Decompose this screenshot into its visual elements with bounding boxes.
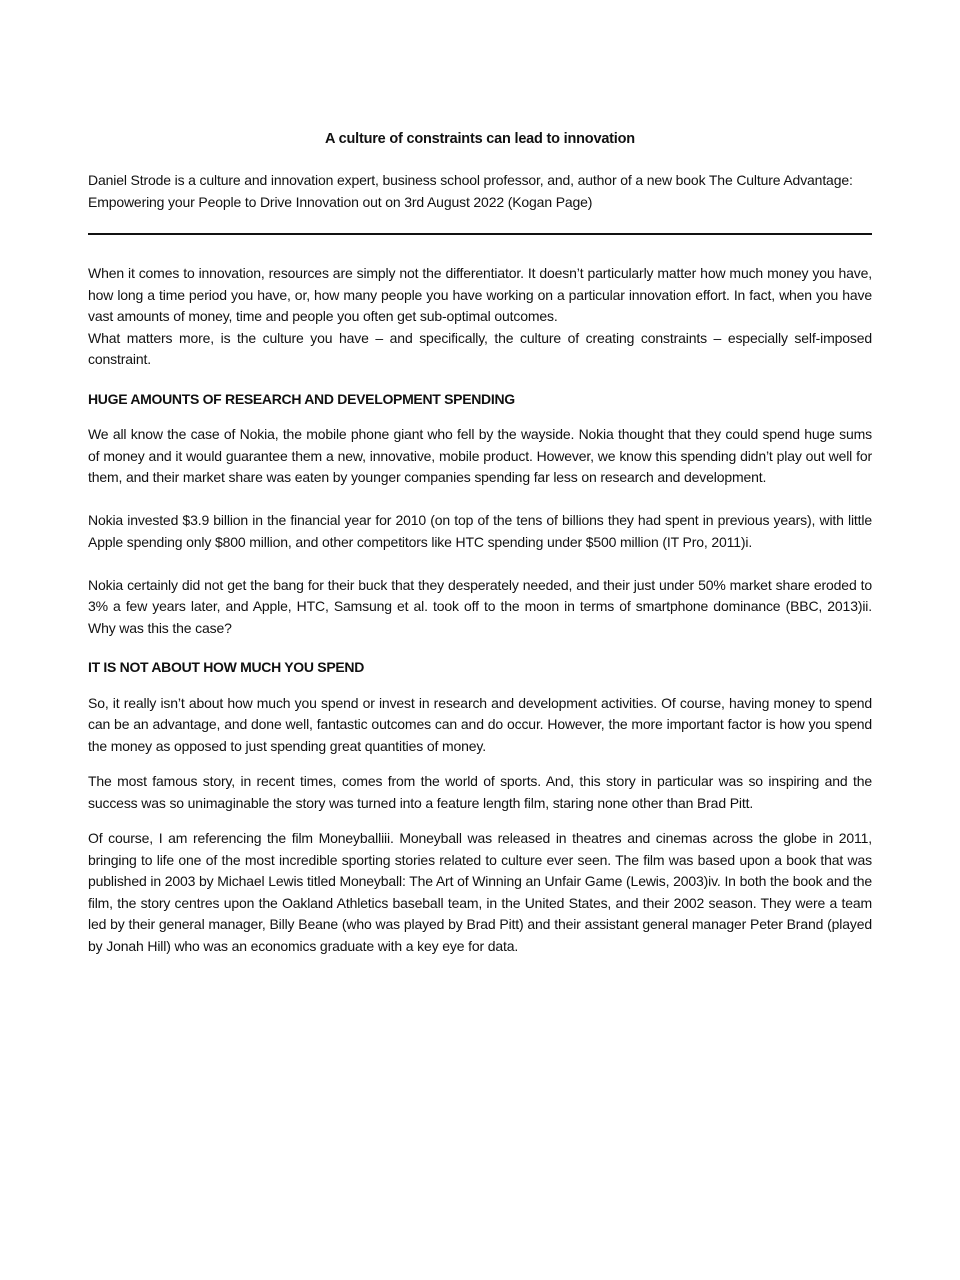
document-title: A culture of constraints can lead to innovation [325, 131, 635, 147]
section2-paragraph-3: Of course, I am referencing the film Moneyballiii. Moneyball was released in theatres and cinemas across the globe in 2011, bringing to life one of the most incredible sporting stories related to culture ever seen. The film was based upon a book that was published in 2003 by Michael Lewis titled Moneyball: The Art of Winning an Unfair Game (Lewis, 2003)iv. In both the book and the film, the story centres upon the Oakland Athletics baseball team, in the United States, and their 2002 season. They were a team led by their general manager, Billy Beane (who was played by Brad Pitt) and their assistant general manager Peter Brand (played by Jonah Hill) who was an economics graduate with a key eye for data. [88, 830, 872, 954]
horizontal-rule [88, 233, 872, 235]
section-heading-not-about-spend: IT IS NOT ABOUT HOW MUCH YOU SPEND [88, 659, 365, 675]
section1-paragraph-2: Nokia invested $3.9 billion in the financial year for 2010 (on top of the tens of billions they had spent in previous years), with little Apple spending only $800 million, and other competitors like HTC spending under $500 million (IT Pro, 2011)i. [88, 512, 872, 550]
intro-paragraph-2: What matters more, is the culture you have – and specifically, the culture of creating constraints – especially self-imposed constraint. [88, 329, 872, 367]
section1-paragraph-3: Nokia certainly did not get the bang for their buck that they desperately needed, and their just under 50% market share eroded to 3% a few years later, and Apple, HTC, Samsung et al. took off to the moon in terms of smartphone dominance (BBC, 2013)ii. Why was this the case? [88, 576, 872, 636]
section2-paragraph-1: So, it really isn’t about how much you spend or invest in research and development activities. Of course, having money to spend can be an advantage, and done well, fantastic outcomes can and do occur. However, the more important factor is how you spend the money as opposed to just spending great quantities of money. [88, 694, 872, 754]
section-heading-rd-spending: HUGE AMOUNTS OF RESEARCH AND DEVELOPMENT SPENDING [88, 390, 515, 407]
author-byline: Daniel Strode is a culture and innovation expert, business school professor, and, author of a new book The Culture Advantage: Empowering your People to Drive Innovation out on 3rd August 2022 (Kogan Page) [88, 172, 853, 210]
section2-paragraph-2: The most famous story, in recent times, comes from the world of sports. And, this story in particular was so inspiring and the success was so unimaginable the story was turned into a feature length film, staring none other than Brad Pitt. [88, 773, 872, 811]
section1-paragraph-1: We all know the case of Nokia, the mobile phone giant who fell by the wayside. Nokia thought that they could spend huge sums of money and it would guarantee them a new, innovative, mobile product. However, we know this spending didn’t play out well for them, and their market share was eaten by younger companies spending far less on research and development. [88, 426, 872, 485]
intro-paragraph-1: When it comes to innovation, resources are simply not the differentiator. It doesn’t particularly matter how much money you have, how long a time period you have, or, how many people you have working on a particular innovation effort. In fact, when you have vast amounts of money, time and people you often get sub-optimal outcomes. [88, 265, 872, 324]
document-page [88, 128, 872, 957]
